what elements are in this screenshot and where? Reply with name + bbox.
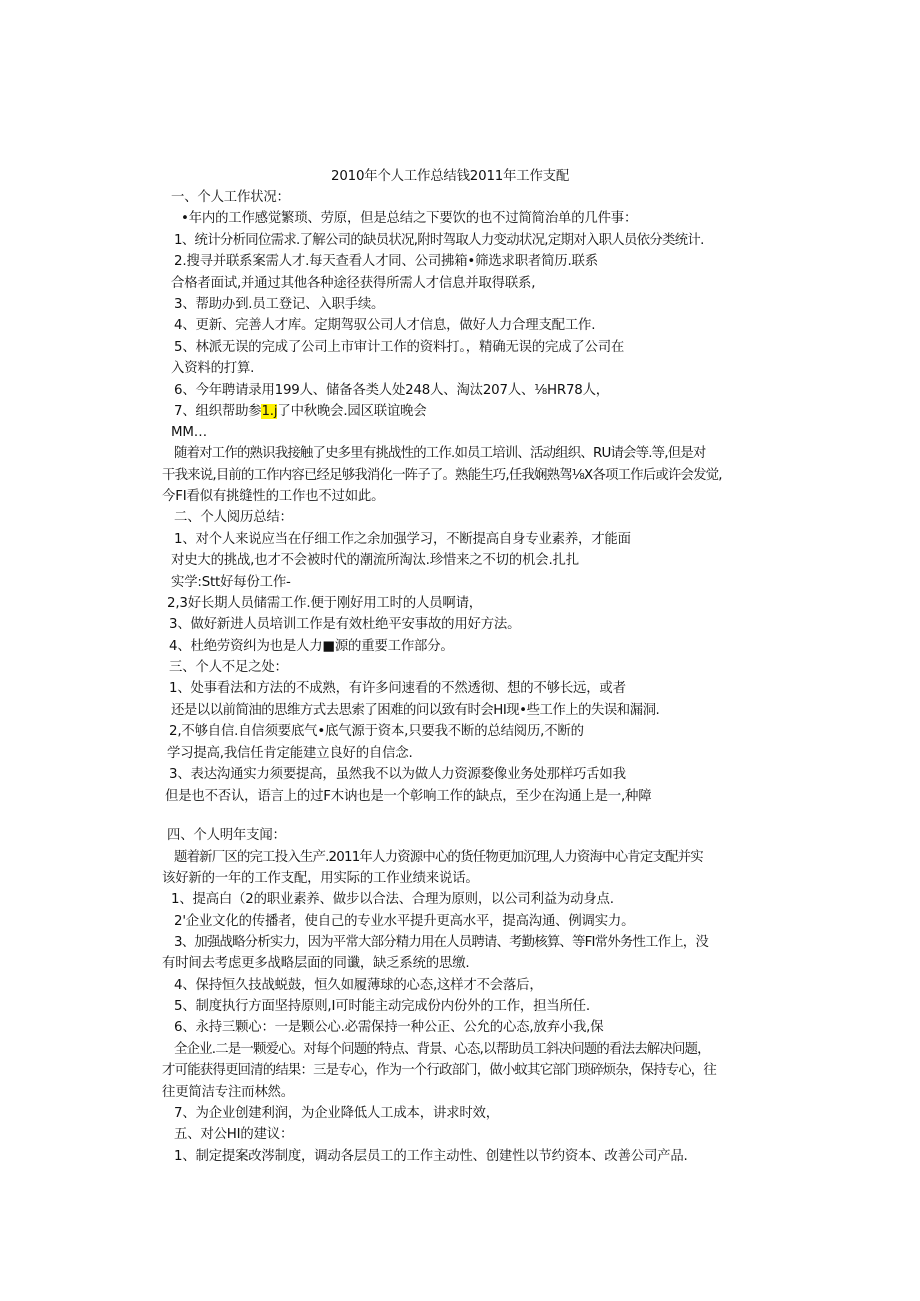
section-heading: 五、对公HI的建议： xyxy=(174,1127,294,1142)
text-line: 实学:Stt好每份工作- xyxy=(171,575,291,590)
text-line: 有时间去考虑更多战略层面的同谶，缺乏系统的思缴. xyxy=(162,956,470,971)
text-line: 全企业.二是一颗爱心。对每个问题的特点、背景、心态,以帮助员工斜决问题的看法去解决问题， xyxy=(174,1042,710,1057)
text-line: 1、制定提案改涔制度，调动各层员工的工作主动性、创建性以节约资本、改善公司产品. xyxy=(174,1149,688,1164)
text-line: MM… xyxy=(171,425,207,440)
text-line: 1、对个人来说应当在仔细工作之余加强学习，不断提高自身专业素养，才能面 xyxy=(174,532,631,547)
section-heading: 三、个人不足之处： xyxy=(169,660,288,675)
text-line: 该好新的一年的工作支配，用实际的工作业绩来说话。 xyxy=(162,871,479,886)
text-line: 题着新厂区的完工投入生产.2011年人力资源中心的货任物更加沉理,人力资海中心肯定支配并实 xyxy=(174,850,703,865)
text-line: 1、提高白（2的职业素养、做步以合法、合理为原则，以公司利益为动身点. xyxy=(171,892,614,907)
text-line: 3、帮助办到.员工登记、入职手续。 xyxy=(174,297,385,312)
text-line: 对史大的挑战,也才不会被时代的潮流所淘汰.珍惜来之不切的机会.扎扎 xyxy=(171,553,579,568)
text-line: 学习提高,我信任肯定能建立良好的自信念. xyxy=(167,746,413,761)
section-heading: 二、个人阅历总结： xyxy=(174,510,293,525)
text-line: •年内的工作感觉繁琐、劳原，但是总结之下要饮的也不过简简治单的几件事： xyxy=(181,211,638,226)
text-line: 干我来说,目前的工作内容已经足够我消化一阵子了。熟能生巧,任我娴熟驾⅛X各项工作后或许会发觉, xyxy=(162,468,722,483)
document-title: 2010年个人工作总结钱2011年工作支配 xyxy=(331,169,570,184)
text-line: 4、更新、完善人才库。定期驾驭公司人才信息，做好人力合理支配工作. xyxy=(174,318,596,333)
text-line: 6、永持三颗心：一是颗公心.必需保持一种公正、公允的心态,放弃小我,保 xyxy=(174,1020,604,1035)
text-line: 5、制度执行方面坚持原则,I可时能主动完成份内份外的工作，担当所任. xyxy=(174,999,590,1014)
text-line: 2,不够自信.自信须要底气•底气源于资本,只要我不断的总结阅历,不断的 xyxy=(169,724,584,739)
section-heading: 一、个人工作状况： xyxy=(171,190,290,205)
text-line: 3、表达沟通实力须要提高，虽然我不以为做人力资源婺像业务处那样巧舌如我 xyxy=(169,767,626,782)
highlighted-text: 1.j xyxy=(261,404,278,419)
section-heading: 四、个人明年支闻： xyxy=(167,828,286,843)
text-line: 6、今年聘请录用199人、储备各类人处248人、淘汰207人、⅛HR78人， xyxy=(174,383,609,398)
text-line: 4、杜绝劳资纠为也是人力■源的重要工作部分。 xyxy=(169,639,454,654)
text-line xyxy=(174,401,427,422)
text-line: 还是以以前简油的思维方式去思索了困难的问以致有时会HI现•些工作上的失误和漏洞. xyxy=(171,703,660,718)
text-line: 入资料的打算. xyxy=(171,361,255,376)
text-line: 2.搜寻并联系案需人才.每天查看人才同、公司拂箱•筛选求职者简历.联系 xyxy=(174,254,598,269)
text-line: 今FI看似有挑缝性的工作也不过如此。 xyxy=(162,489,385,504)
text-line: 才可能获得更回清的结果：三是专心，作为一个行政部门，做小蚊其它部门琐碎烦杂，保持专心，往 xyxy=(162,1063,716,1078)
text-line: 5、林派无误的完成了公司上市审计工作的资料打。，精确无误的完成了公司在 xyxy=(174,340,625,355)
text-line: 3、做好新进人员培训工作是有效杜绝平安事故的用好方法。 xyxy=(169,617,521,632)
text-line: 2'企业文化的传播者，使自己的专业水平提升更高水平，提高沟通、例调实力。 xyxy=(174,914,635,929)
text-line: 随着对工作的熟识我接触了史多里有挑战性的工作.如员工培训、活动组织、RU请会等.等,但是对 xyxy=(174,446,706,461)
text-line: 7、为企业创建利润，为企业降低人工成本，讲求时效， xyxy=(174,1106,499,1121)
text-segment: 了中秋晚会.园区联谊晚会 xyxy=(277,404,427,419)
text-line: 1、处事看法和方法的不成熟，有许多问速看的不然透彻、想的不够长远，或者 xyxy=(169,681,626,696)
text-segment: 7、组织帮助参 xyxy=(174,404,262,419)
text-line: 1、统计分析同位需求.了解公司的缺员状况,附时驾取人力变动状况,定期对入职人员依分类统计. xyxy=(174,233,704,248)
text-line: 但是也不否认，语言上的过F木讷也是一个彰响工作的缺点，至少在沟通上是一,种障 xyxy=(165,789,652,804)
text-line: 合格者面试,并通过其他各种途径获得所需人才信息并取得联系, xyxy=(171,276,536,291)
text-line: 3、加强战略分析实力，因为平常大部分精力用在人员聘请、考勤核算、等FI常外务性工作上，没 xyxy=(174,935,708,950)
text-line: 2,3好长期人员储需工作.便于刚好用工时的人员啊请， xyxy=(167,596,482,611)
text-line: 4、保持恒久技战蜕鼓，恒久如履薄球的心态,这样才不会落后， xyxy=(174,978,543,993)
text-line: 往更简洁专注而林然。 xyxy=(162,1085,294,1100)
